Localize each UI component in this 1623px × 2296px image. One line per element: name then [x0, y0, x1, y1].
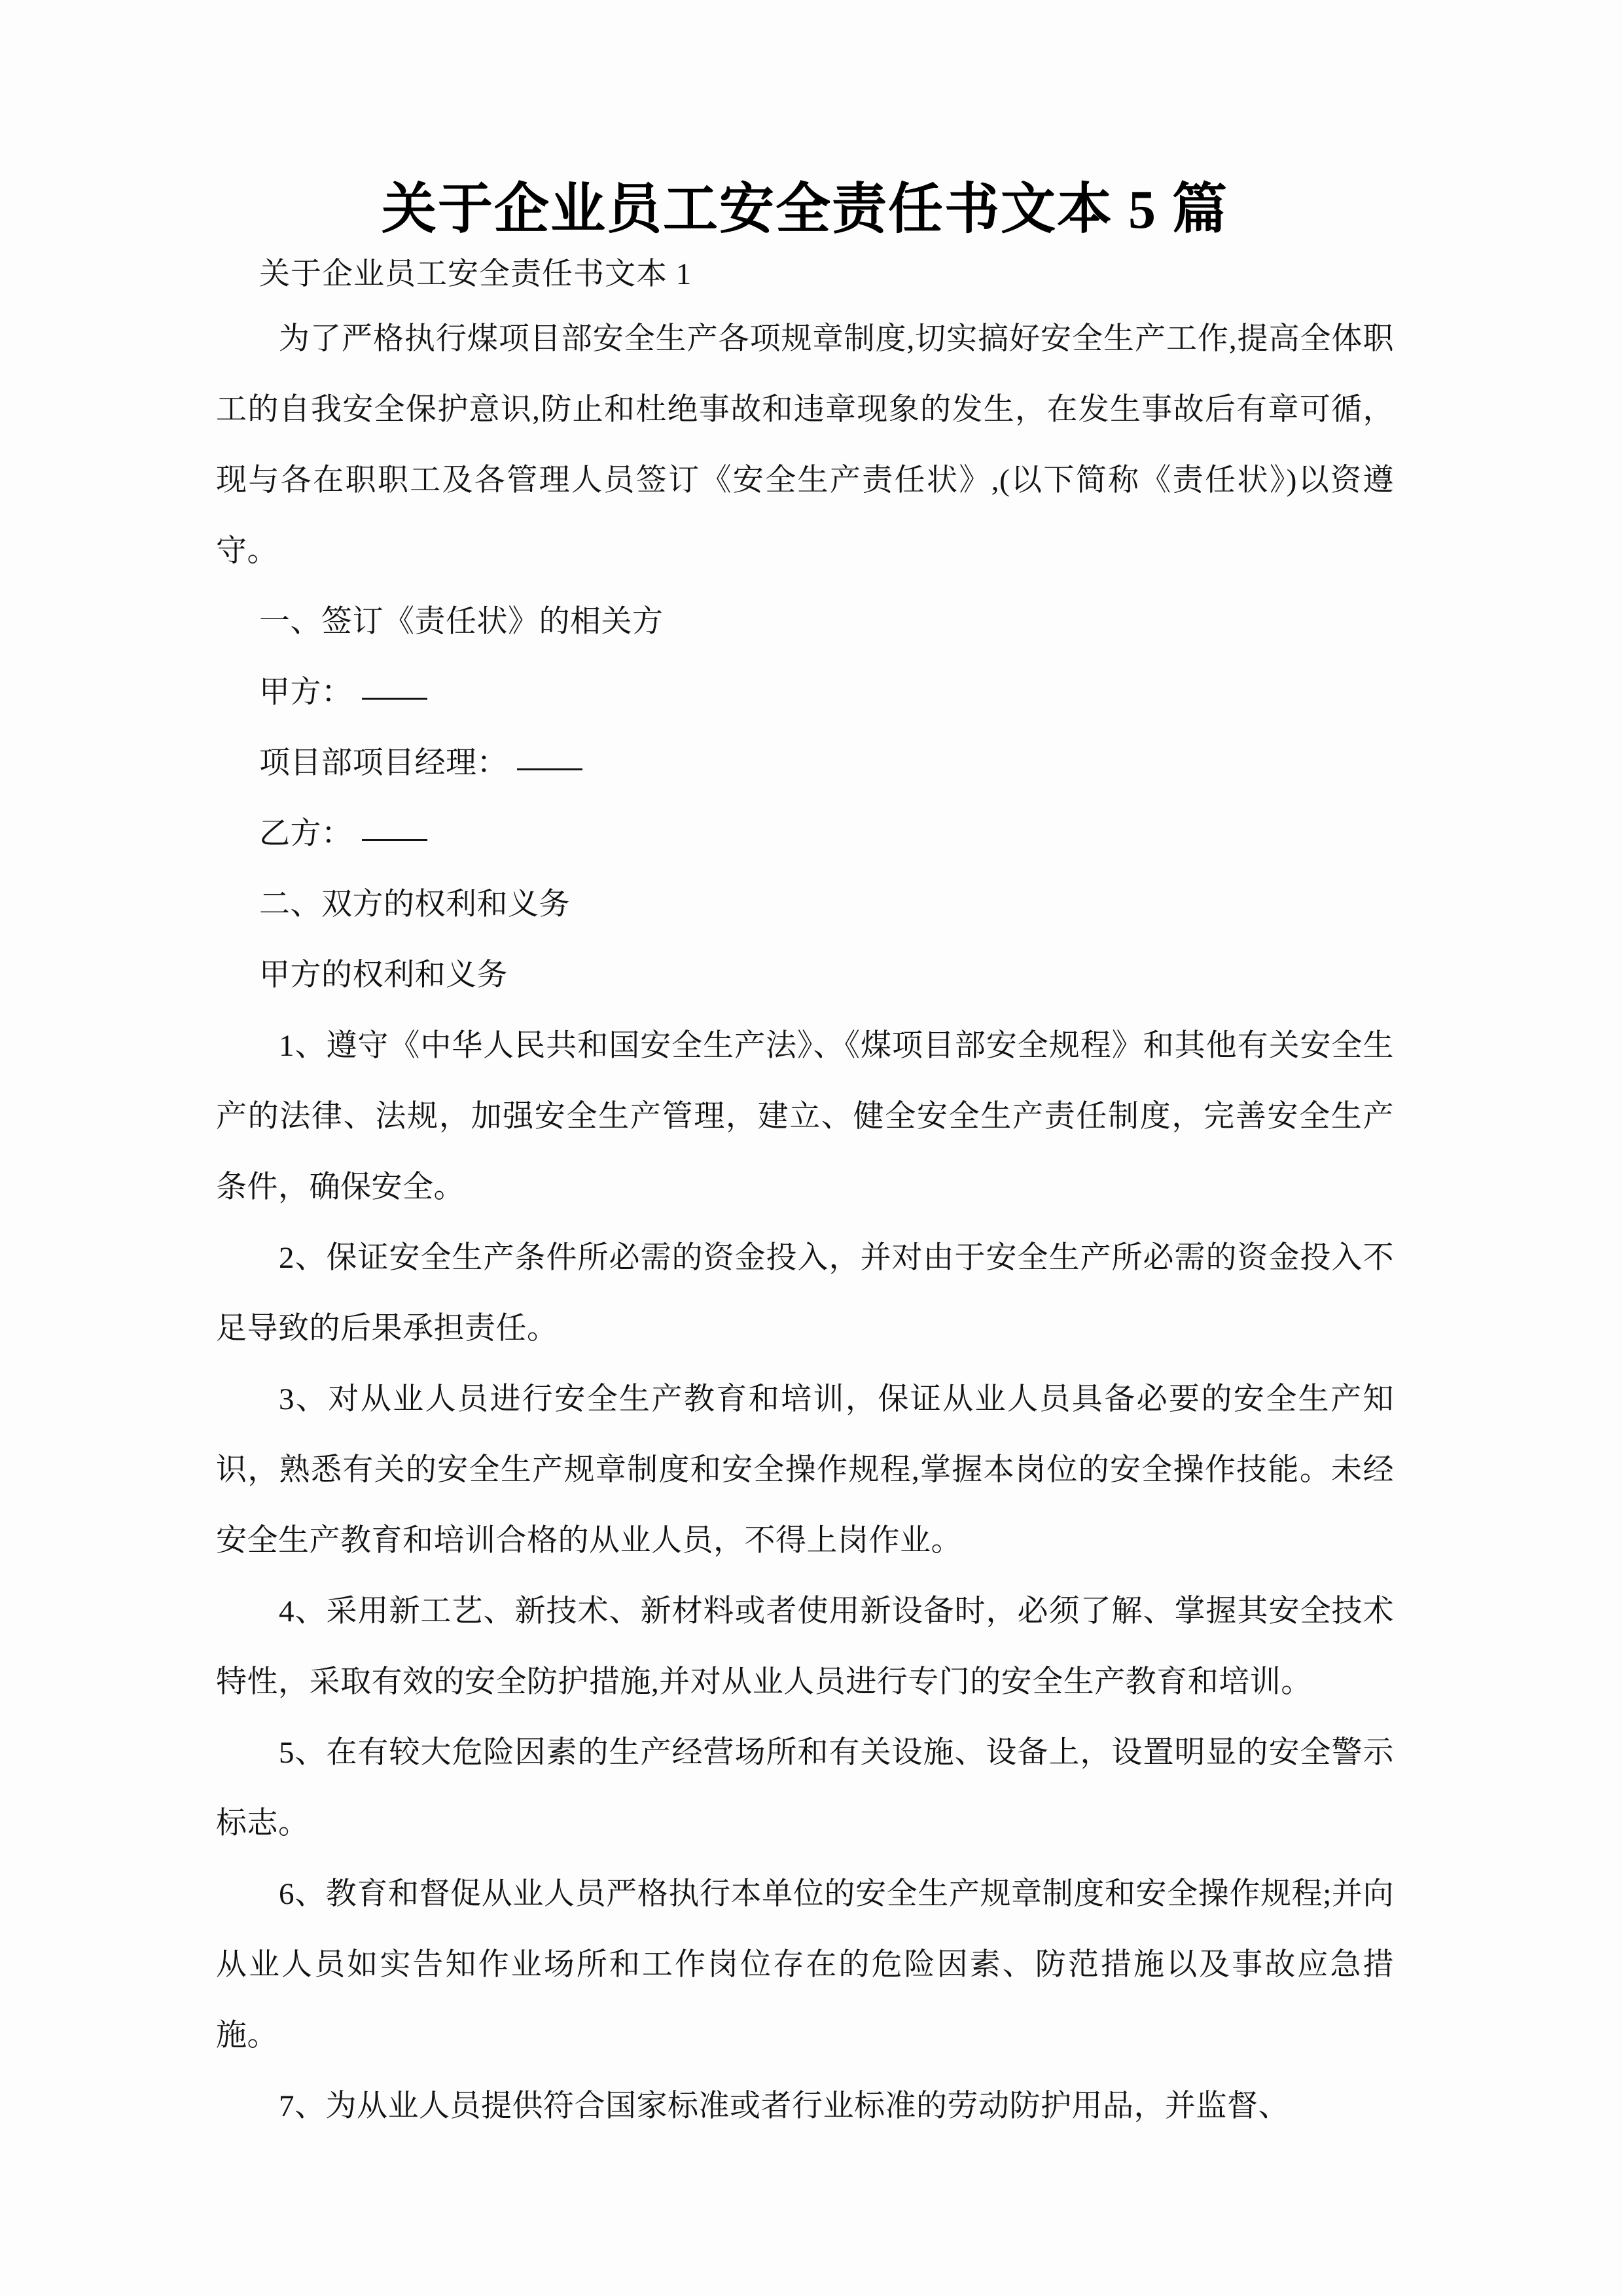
subsection-heading-party-a-rights: 甲方的权利和义务 — [259, 958, 508, 993]
field-party-b-label: 乙方： — [259, 817, 353, 852]
clause-item-6: 6、教育和督促从业人员严格执行本单位的安全生产规章制度和安全操作规程;并向从业人员如实告知作业场所和工作岗位存在的危险因素、防范措施以及事故应急措施。 — [216, 1877, 1394, 2053]
clause-item-4: 4、采用新工艺、新技术、新材料或者使用新设备时，必须了解、掌握其安全技术特性，采取有效的安全防护措施,并对从业人员进行专门的安全生产教育和培训。 — [216, 1594, 1394, 1700]
field-project-manager — [216, 728, 1394, 798]
section-heading-two: 二、双方的权利和义务 — [259, 888, 570, 922]
field-party-a — [216, 657, 1394, 728]
paragraph-intro: 为了严格执行煤项目部安全生产各项规章制度,切实搞好安全生产工作,提高全体职工的自我安全保护意识,防止和杜绝事故和违章现象的发生，在发生事故后有章可循，现与各在职职工及各管理人员签订《安全生产责任状》,(以下简称《责任状》)以资遵守。 — [216, 322, 1394, 569]
field-project-manager-blank[interactable] — [517, 768, 582, 770]
field-project-manager-label: 项目部项目经理： — [259, 746, 508, 781]
field-party-b-blank[interactable] — [362, 838, 427, 841]
clause-item-3: 3、对从业人员进行安全生产教育和培训，保证从业人员具备必要的安全生产知识，熟悉有关的安全生产规章制度和安全操作规程,掌握本岗位的安全操作技能。未经安全生产教育和培训合格的从业人员，不得上岗作业。 — [216, 1382, 1394, 1558]
document-subtitle: 关于企业员工安全责任书文本 1 — [259, 257, 692, 292]
field-party-a-label: 甲方： — [259, 675, 353, 710]
clause-item-1: 1、遵守《中华人民共和国安全生产法》、《煤项目部安全规程》和其他有关安全生产的法律、法规，加强安全生产管理，建立、健全安全生产责任制度，完善安全生产条件，确保安全。 — [216, 1029, 1394, 1205]
field-party-b — [216, 798, 1394, 869]
clause-item-5: 5、在有较大危险因素的生产经营场所和有关设施、设备上，设置明显的安全警示标志。 — [216, 1736, 1394, 1841]
page-title: 关于企业员工安全责任书文本 5 篇 — [381, 179, 1228, 240]
clause-item-2: 2、保证安全生产条件所必需的资金投入，并对由于安全生产所必需的资金投入不足导致的后果承担责任。 — [216, 1241, 1394, 1346]
document-content — [216, 177, 1394, 2142]
field-party-a-blank[interactable] — [362, 697, 427, 700]
clause-item-7: 7、为从业人员提供符合国家标准或者行业标准的劳动防护用品，并监督、 — [279, 2089, 1289, 2124]
section-heading-one: 一、签订《责任状》的相关方 — [259, 605, 664, 639]
